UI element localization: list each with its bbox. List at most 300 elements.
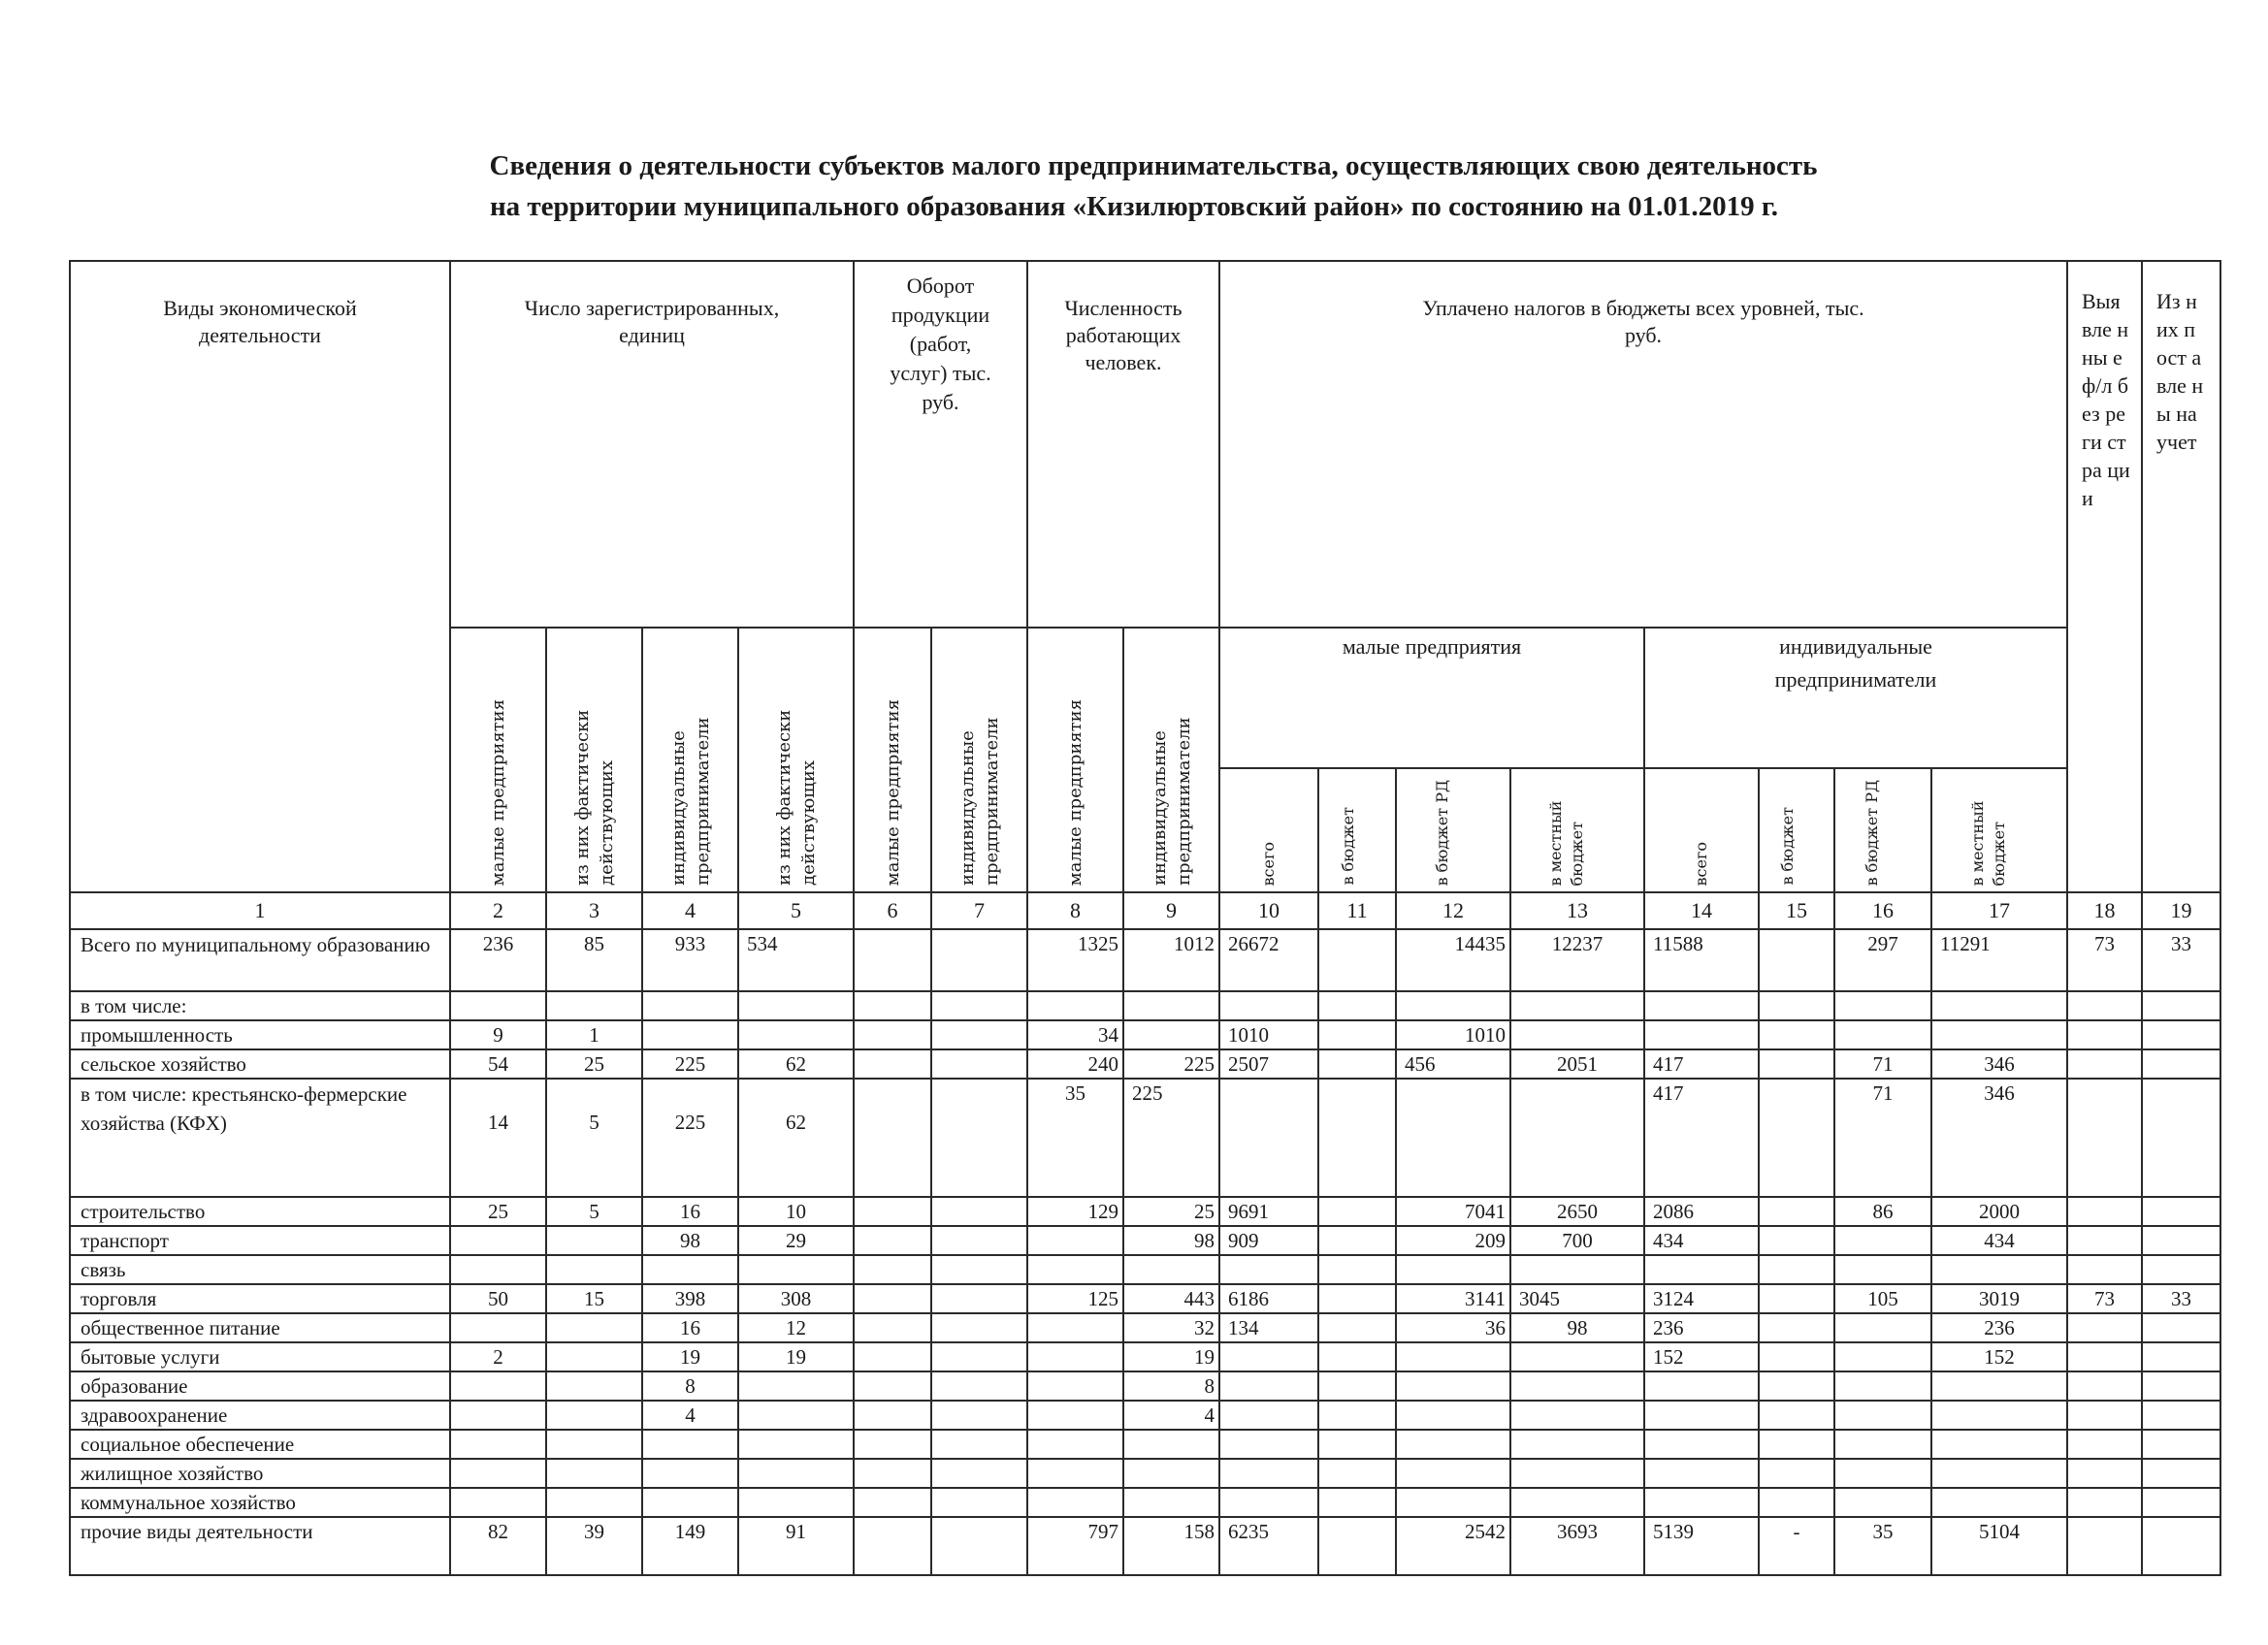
table-cell-col-18 (2067, 1430, 2142, 1459)
table-cell-col-15 (1759, 1488, 1834, 1517)
table-cell-col-14 (1644, 991, 1759, 1020)
table-cell-col-4: 4 (642, 1401, 738, 1430)
table-row (70, 991, 2220, 1020)
table-cell-col-10: 1010 (1219, 1020, 1318, 1049)
table-cell-col-9 (1123, 991, 1219, 1020)
table-cell-col-4 (642, 1459, 738, 1488)
subheader-c6: малые предприятия (854, 628, 931, 892)
table-cell-col-17: 152 (1931, 1342, 2067, 1371)
table-cell-col-19 (2142, 1430, 2220, 1459)
column-number: 3 (546, 892, 642, 929)
table-cell-col-5: 29 (738, 1226, 854, 1255)
table-cell-col-9: 4 (1123, 1401, 1219, 1430)
table-cell-col-5 (738, 1459, 854, 1488)
table-cell-col-10 (1219, 1430, 1318, 1459)
subheader-individual-entrepreneurs: индивидуальные предприниматели (1644, 628, 2067, 768)
table-cell-col-18: 73 (2067, 1284, 2142, 1313)
table-cell-col-4 (642, 1488, 738, 1517)
table-cell-col-12: 209 (1396, 1226, 1510, 1255)
table-cell-col-10 (1219, 1371, 1318, 1401)
table-cell-col-2 (450, 991, 546, 1020)
table-cell-col-7 (931, 1049, 1027, 1079)
table-cell-col-11 (1318, 1517, 1396, 1575)
header-taxes: Уплачено налогов в бюджеты всех уровней, тыс. руб. (1219, 261, 2067, 628)
table-cell-col-6 (854, 1049, 931, 1079)
table-cell-col-13 (1510, 991, 1644, 1020)
table-cell-col-8 (1027, 1255, 1123, 1284)
table-cell-col-5 (738, 991, 854, 1020)
column-number: 15 (1759, 892, 1834, 929)
table-cell-col-13: 700 (1510, 1226, 1644, 1255)
table-cell-col-7 (931, 1020, 1027, 1049)
table-cell-col-14 (1644, 1020, 1759, 1049)
table-cell-col-19 (2142, 1488, 2220, 1517)
table-cell-col-11 (1318, 1226, 1396, 1255)
table-cell-col-13 (1510, 1342, 1644, 1371)
table-cell-col-2: 82 (450, 1517, 546, 1575)
row-label: жилищное хозяйство (70, 1459, 450, 1488)
subheader-c14: всего (1644, 768, 1759, 892)
table-cell-col-4 (642, 1430, 738, 1459)
column-number: 12 (1396, 892, 1510, 929)
row-label: в том числе: крестьянско-фермерские хозяйства (КФХ) (70, 1079, 450, 1197)
table-cell-col-8: 34 (1027, 1020, 1123, 1049)
table-cell-col-9 (1123, 1020, 1219, 1049)
table-cell-col-10 (1219, 1401, 1318, 1430)
column-number: 13 (1510, 892, 1644, 929)
table-cell-col-12: 2542 (1396, 1517, 1510, 1575)
table-cell-col-14: 236 (1644, 1313, 1759, 1342)
table-cell-col-19 (2142, 1371, 2220, 1401)
column-number: 16 (1834, 892, 1931, 929)
table-cell-col-8: 35 (1027, 1079, 1123, 1197)
table-cell-col-8: 125 (1027, 1284, 1123, 1313)
column-number: 2 (450, 892, 546, 929)
table-cell-col-9 (1123, 1488, 1219, 1517)
table-cell-col-5 (738, 1371, 854, 1401)
table-cell-col-5: 10 (738, 1197, 854, 1226)
table-cell-col-17 (1931, 1401, 2067, 1430)
table-cell-col-14: 11588 (1644, 929, 1759, 991)
table-cell-col-4 (642, 991, 738, 1020)
table-cell-col-2 (450, 1459, 546, 1488)
table-cell-col-3 (546, 991, 642, 1020)
table-cell-col-7 (931, 1371, 1027, 1401)
table-cell-col-3 (546, 1371, 642, 1401)
table-cell-col-6 (854, 991, 931, 1020)
table-cell-col-19 (2142, 1517, 2220, 1575)
column-number: 4 (642, 892, 738, 929)
table-cell-col-16: 297 (1834, 929, 1931, 991)
table-cell-col-11 (1318, 1049, 1396, 1079)
table-cell-col-17: 346 (1931, 1049, 2067, 1079)
table-cell-col-7 (931, 1284, 1027, 1313)
table-cell-col-8 (1027, 1459, 1123, 1488)
table-cell-col-8 (1027, 991, 1123, 1020)
table-cell-col-3: 5 (546, 1079, 642, 1197)
header-employees: Численность работающих человек. (1027, 261, 1219, 628)
table-cell-col-13 (1510, 1401, 1644, 1430)
table-cell-col-17: 236 (1931, 1313, 2067, 1342)
row-label: коммунальное хозяйство (70, 1488, 450, 1517)
table-cell-col-16 (1834, 1313, 1931, 1342)
table-cell-col-3 (546, 1313, 642, 1342)
table-cell-col-14: 2086 (1644, 1197, 1759, 1226)
table-cell-col-16: 35 (1834, 1517, 1931, 1575)
table-body (70, 929, 2220, 1575)
table-cell-col-16 (1834, 1371, 1931, 1401)
table-row (70, 1517, 2220, 1575)
table-cell-col-15 (1759, 929, 1834, 991)
column-number: 19 (2142, 892, 2220, 929)
subheader-c2: малые предприятия (450, 628, 546, 892)
table-cell-col-10 (1219, 1079, 1318, 1197)
table-row (70, 1226, 2220, 1255)
table-cell-col-3 (546, 1255, 642, 1284)
table-cell-col-2 (450, 1313, 546, 1342)
table-cell-col-19 (2142, 1255, 2220, 1284)
table-cell-col-17 (1931, 1371, 2067, 1401)
header-activity: Виды экономической деятельности (70, 261, 450, 892)
table-cell-col-10 (1219, 1488, 1318, 1517)
table-cell-col-14 (1644, 1255, 1759, 1284)
table-cell-col-5: 62 (738, 1079, 854, 1197)
table-cell-col-18 (2067, 1255, 2142, 1284)
column-number: 11 (1318, 892, 1396, 929)
table-cell-col-17 (1931, 1020, 2067, 1049)
table-cell-col-15 (1759, 1430, 1834, 1459)
table-cell-col-3: 25 (546, 1049, 642, 1079)
table-cell-col-2: 236 (450, 929, 546, 991)
table-cell-col-5 (738, 1488, 854, 1517)
table-cell-col-17: 346 (1931, 1079, 2067, 1197)
column-number: 14 (1644, 892, 1759, 929)
title-line-1: Сведения о деятельности субъектов малого предпринимательства, осуществляющих свою деятельность (489, 150, 1818, 181)
table-cell-col-13: 12237 (1510, 929, 1644, 991)
row-label: в том числе: (70, 991, 450, 1020)
table-cell-col-11 (1318, 1459, 1396, 1488)
table-row (70, 1459, 2220, 1488)
table-cell-col-15: - (1759, 1517, 1834, 1575)
column-number: 18 (2067, 892, 2142, 929)
table-cell-col-8: 129 (1027, 1197, 1123, 1226)
table-cell-col-6 (854, 1517, 931, 1575)
table-cell-col-15 (1759, 1079, 1834, 1197)
row-label: транспорт (70, 1226, 450, 1255)
table-cell-col-12: 7041 (1396, 1197, 1510, 1226)
table-cell-col-16 (1834, 1342, 1931, 1371)
table-cell-col-13 (1510, 1255, 1644, 1284)
table-cell-col-7 (931, 1517, 1027, 1575)
header-registered-of-them: Из них пост авле ны на учет (2142, 261, 2220, 892)
table-cell-col-5 (738, 1401, 854, 1430)
table-cell-col-4: 19 (642, 1342, 738, 1371)
table-row (70, 1079, 2220, 1197)
table-cell-col-18 (2067, 1517, 2142, 1575)
table-cell-col-9 (1123, 1255, 1219, 1284)
table-cell-col-12 (1396, 1459, 1510, 1488)
table-cell-col-13: 98 (1510, 1313, 1644, 1342)
table-cell-col-15 (1759, 1371, 1834, 1401)
subheader-c8: малые предприятия (1027, 628, 1123, 892)
table-cell-col-18 (2067, 1079, 2142, 1197)
table-cell-col-18 (2067, 1371, 2142, 1401)
table-cell-col-7 (931, 1079, 1027, 1197)
column-number: 17 (1931, 892, 2067, 929)
table-cell-col-6 (854, 1079, 931, 1197)
table-cell-col-6 (854, 1459, 931, 1488)
table-cell-col-11 (1318, 1488, 1396, 1517)
row-label: связь (70, 1255, 450, 1284)
table-cell-col-2: 2 (450, 1342, 546, 1371)
table-cell-col-17: 11291 (1931, 929, 2067, 991)
table-cell-col-16: 86 (1834, 1197, 1931, 1226)
document-title (0, 145, 2268, 227)
table-cell-col-11 (1318, 929, 1396, 991)
table-cell-col-10: 6235 (1219, 1517, 1318, 1575)
table-cell-col-2 (450, 1371, 546, 1401)
table-cell-col-14: 434 (1644, 1226, 1759, 1255)
table-cell-col-19 (2142, 1049, 2220, 1079)
table-cell-col-14 (1644, 1430, 1759, 1459)
table-cell-col-12: 3141 (1396, 1284, 1510, 1313)
table-cell-col-9: 32 (1123, 1313, 1219, 1342)
table-cell-col-11 (1318, 1401, 1396, 1430)
table-cell-col-7 (931, 1255, 1027, 1284)
table-cell-col-6 (854, 1313, 931, 1342)
table-cell-col-4: 225 (642, 1049, 738, 1079)
table-cell-col-12 (1396, 991, 1510, 1020)
table-cell-col-9: 158 (1123, 1517, 1219, 1575)
table-cell-col-14: 417 (1644, 1049, 1759, 1079)
table-cell-col-10 (1219, 1255, 1318, 1284)
subheader-c9: индивидуальные предприниматели (1123, 628, 1219, 892)
table-cell-col-11 (1318, 1197, 1396, 1226)
table-cell-col-14: 417 (1644, 1079, 1759, 1197)
subheader-c3: из них фактически действующих (546, 628, 642, 892)
table-cell-col-4: 225 (642, 1079, 738, 1197)
table-cell-col-13: 2051 (1510, 1049, 1644, 1079)
column-number: 10 (1219, 892, 1318, 929)
table-cell-col-14: 3124 (1644, 1284, 1759, 1313)
table-cell-col-10: 26672 (1219, 929, 1318, 991)
column-number: 6 (854, 892, 931, 929)
table-cell-col-3 (546, 1401, 642, 1430)
table-cell-col-15 (1759, 1284, 1834, 1313)
table-cell-col-8 (1027, 1226, 1123, 1255)
table-cell-col-8 (1027, 1313, 1123, 1342)
table-cell-col-8 (1027, 1371, 1123, 1401)
table-cell-col-15 (1759, 1020, 1834, 1049)
table-cell-col-9: 19 (1123, 1342, 1219, 1371)
table-cell-col-8: 797 (1027, 1517, 1123, 1575)
table-cell-col-2 (450, 1430, 546, 1459)
subheader-c11: в бюджет (1318, 768, 1396, 892)
table-cell-col-19 (2142, 1342, 2220, 1371)
column-number: 9 (1123, 892, 1219, 929)
subheader-c12: в бюджет РД (1396, 768, 1510, 892)
table-cell-col-16 (1834, 1020, 1931, 1049)
table-cell-col-4: 16 (642, 1197, 738, 1226)
table-row (70, 1049, 2220, 1079)
table-cell-col-13 (1510, 1459, 1644, 1488)
table-cell-col-2: 54 (450, 1049, 546, 1079)
table-cell-col-17: 3019 (1931, 1284, 2067, 1313)
table-cell-col-4: 16 (642, 1313, 738, 1342)
table-cell-col-5: 534 (738, 929, 854, 991)
table-cell-col-7 (931, 1401, 1027, 1430)
column-number: 1 (70, 892, 450, 929)
table-cell-col-8 (1027, 1488, 1123, 1517)
subheader-c13: в местный бюджет (1510, 768, 1644, 892)
table-cell-col-19 (2142, 1226, 2220, 1255)
subheader-c4: индивидуальные предприниматели (642, 628, 738, 892)
table-cell-col-18 (2067, 1342, 2142, 1371)
table-cell-col-13 (1510, 1020, 1644, 1049)
table-cell-col-6 (854, 1488, 931, 1517)
table-cell-col-11 (1318, 1342, 1396, 1371)
table-cell-col-14 (1644, 1459, 1759, 1488)
table-cell-col-17 (1931, 1459, 2067, 1488)
table-cell-col-8 (1027, 1342, 1123, 1371)
table-cell-col-13 (1510, 1430, 1644, 1459)
table-cell-col-12 (1396, 1430, 1510, 1459)
row-label: здравоохранение (70, 1401, 450, 1430)
table-cell-col-2: 14 (450, 1079, 546, 1197)
table-cell-col-12 (1396, 1488, 1510, 1517)
table-cell-col-14 (1644, 1401, 1759, 1430)
table-cell-col-3 (546, 1459, 642, 1488)
table-cell-col-15 (1759, 1459, 1834, 1488)
table-cell-col-15 (1759, 1342, 1834, 1371)
table-cell-col-6 (854, 1342, 931, 1371)
table-cell-col-9: 443 (1123, 1284, 1219, 1313)
table-cell-col-16: 105 (1834, 1284, 1931, 1313)
row-label: прочие виды деятельности (70, 1517, 450, 1575)
table-cell-col-4: 933 (642, 929, 738, 991)
table-cell-col-4: 98 (642, 1226, 738, 1255)
table-cell-col-12: 456 (1396, 1049, 1510, 1079)
table-cell-col-18 (2067, 1197, 2142, 1226)
table-cell-col-17: 2000 (1931, 1197, 2067, 1226)
table-cell-col-11 (1318, 1284, 1396, 1313)
table-cell-col-7 (931, 1459, 1027, 1488)
table-cell-col-5: 91 (738, 1517, 854, 1575)
table-cell-col-8: 1325 (1027, 929, 1123, 991)
table-cell-col-3 (546, 1342, 642, 1371)
table-cell-col-15 (1759, 1313, 1834, 1342)
table-cell-col-15 (1759, 1197, 1834, 1226)
header-turnover: Оборот продукции (работ, услуг) тыс. руб. (854, 261, 1027, 628)
table-cell-col-2 (450, 1255, 546, 1284)
table-cell-col-13 (1510, 1371, 1644, 1401)
table-cell-col-3: 85 (546, 929, 642, 991)
table-cell-col-11 (1318, 1430, 1396, 1459)
table-cell-col-5: 308 (738, 1284, 854, 1313)
table-cell-col-15 (1759, 1401, 1834, 1430)
table-cell-col-18 (2067, 1049, 2142, 1079)
subheader-c5: из них фактически действующих (738, 628, 854, 892)
table-cell-col-16 (1834, 1255, 1931, 1284)
table-cell-col-4: 149 (642, 1517, 738, 1575)
table-cell-col-9 (1123, 1459, 1219, 1488)
table-row (70, 1020, 2220, 1049)
header-identified: Выя вле нны е ф/л без реги стра ции (2067, 261, 2142, 892)
table-cell-col-10: 6186 (1219, 1284, 1318, 1313)
table-cell-col-6 (854, 1255, 931, 1284)
table-cell-col-19 (2142, 1459, 2220, 1488)
table-row (70, 1371, 2220, 1401)
table-cell-col-5: 19 (738, 1342, 854, 1371)
table-cell-col-3 (546, 1488, 642, 1517)
table-cell-col-12: 36 (1396, 1313, 1510, 1342)
table-cell-col-19 (2142, 1079, 2220, 1197)
table-cell-col-19 (2142, 1197, 2220, 1226)
table-row (70, 1401, 2220, 1430)
table-cell-col-2: 50 (450, 1284, 546, 1313)
table-cell-col-11 (1318, 1255, 1396, 1284)
row-label: социальное обеспечение (70, 1430, 450, 1459)
table-cell-col-6 (854, 1226, 931, 1255)
table-cell-col-5 (738, 1020, 854, 1049)
column-number: 5 (738, 892, 854, 929)
subheader-c15: в бюджет (1759, 768, 1834, 892)
table-cell-col-15 (1759, 991, 1834, 1020)
table-header (70, 261, 2220, 929)
table-cell-col-16 (1834, 991, 1931, 1020)
subheader-c7: индивидуальные предприниматели (931, 628, 1027, 892)
table-cell-col-19 (2142, 1020, 2220, 1049)
small-business-table (69, 260, 2221, 1576)
table-cell-col-14 (1644, 1371, 1759, 1401)
subheader-c10: всего (1219, 768, 1318, 892)
table-cell-col-13 (1510, 1079, 1644, 1197)
table-cell-col-10 (1219, 1459, 1318, 1488)
table-cell-col-17: 434 (1931, 1226, 2067, 1255)
table-cell-col-11 (1318, 1313, 1396, 1342)
table-cell-col-18 (2067, 1459, 2142, 1488)
table-cell-col-16 (1834, 1488, 1931, 1517)
table-cell-col-7 (931, 1488, 1027, 1517)
title-line-2: на территории муниципального образования «Кизилюртовский район» по состоянию на 01.01.2019 г. (489, 191, 1779, 222)
table-cell-col-10: 134 (1219, 1313, 1318, 1342)
table-cell-col-3: 5 (546, 1197, 642, 1226)
row-label: образование (70, 1371, 450, 1401)
table-cell-col-15 (1759, 1049, 1834, 1079)
table-cell-col-8: 240 (1027, 1049, 1123, 1079)
column-number: 8 (1027, 892, 1123, 929)
table-row (70, 1313, 2220, 1342)
table-cell-col-9 (1123, 1430, 1219, 1459)
table-cell-col-10: 909 (1219, 1226, 1318, 1255)
header-registered: Число зарегистрированных, единиц (450, 261, 854, 628)
row-label: Всего по муниципальному образованию (70, 929, 450, 991)
table-cell-col-3: 39 (546, 1517, 642, 1575)
table-cell-col-14: 5139 (1644, 1517, 1759, 1575)
table-cell-col-12 (1396, 1079, 1510, 1197)
table-cell-col-19 (2142, 1401, 2220, 1430)
subheader-c17: в местный бюджет (1931, 768, 2067, 892)
row-label: торговля (70, 1284, 450, 1313)
table-cell-col-3 (546, 1226, 642, 1255)
table-cell-col-15 (1759, 1255, 1834, 1284)
table-cell-col-18 (2067, 1401, 2142, 1430)
table-cell-col-16: 71 (1834, 1079, 1931, 1197)
table-cell-col-16: 71 (1834, 1049, 1931, 1079)
table-cell-col-17 (1931, 1430, 2067, 1459)
table-cell-col-19 (2142, 1313, 2220, 1342)
table-cell-col-12: 14435 (1396, 929, 1510, 991)
